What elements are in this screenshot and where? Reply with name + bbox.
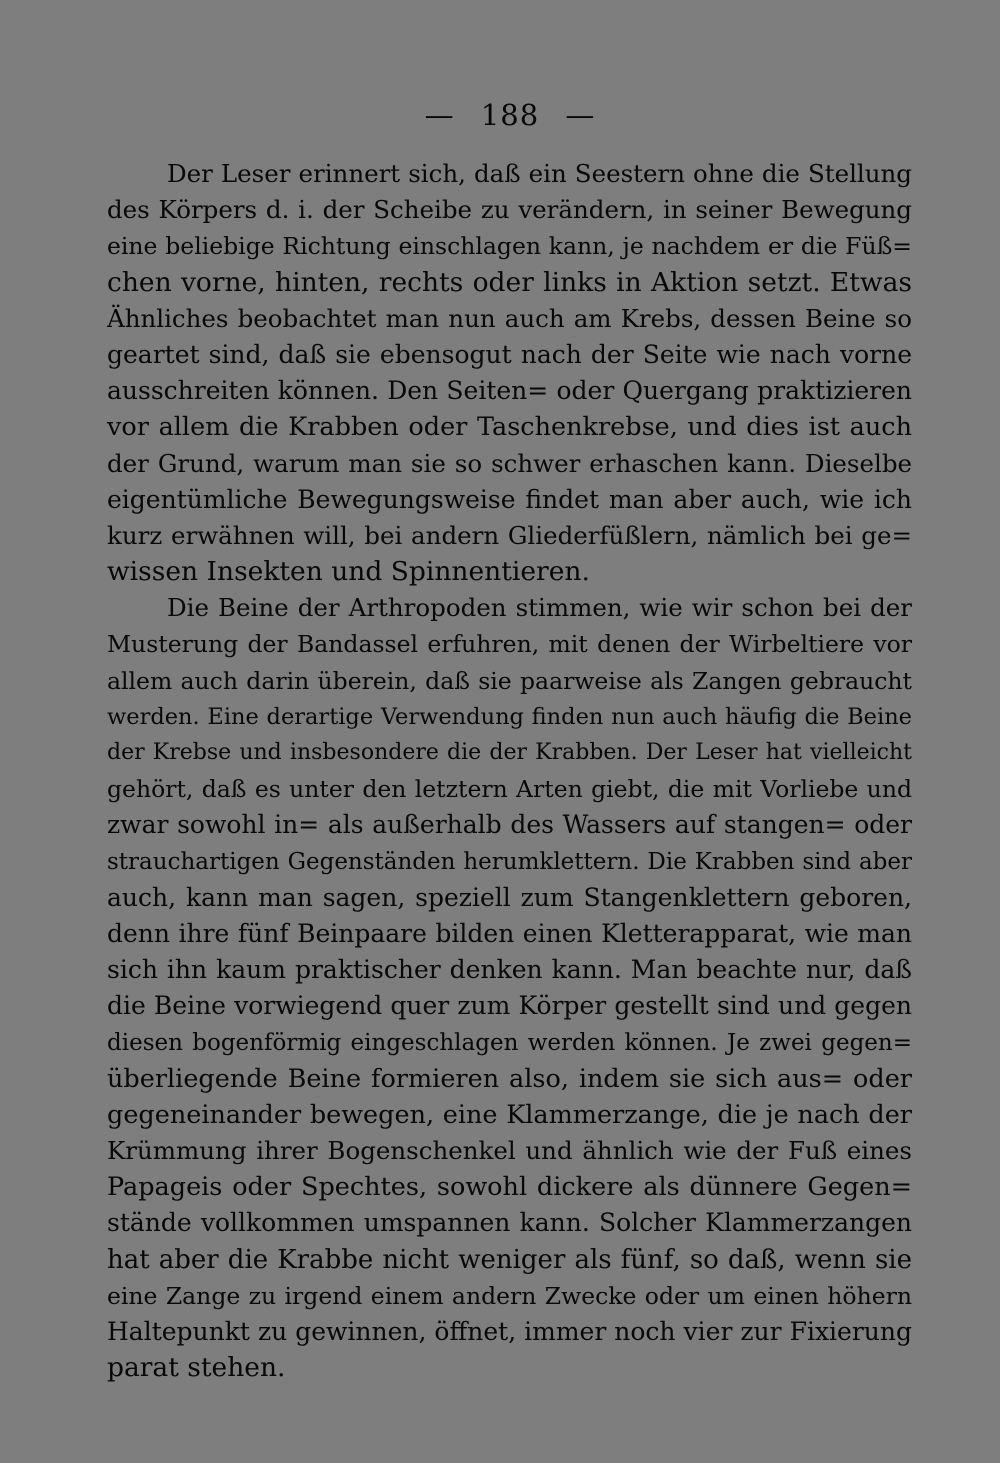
text-line: vor allem die Krabben oder Taschenkrebse, und dies ist auch — [107, 412, 912, 443]
text-line: Krümmung ihrer Bogenschenkel und ähnlich wie der Fuß eines — [107, 1136, 912, 1166]
text-line: strauchartigen Gegenständen herumklettern. Die Krabben sind aber — [107, 848, 912, 875]
text-line: Die Beine der Arthropoden stimmen, wie wir schon bei der — [167, 593, 912, 623]
text-line: gegeneinander bewegen, eine Klammerzange, die je nach der — [107, 1099, 912, 1130]
text-line: werden. Eine derartige Verwendung finden nun auch häufig die Beine — [107, 703, 912, 730]
text-line: der Grund, warum man sie so schwer erhaschen kann. Dieselbe — [107, 448, 912, 478]
text-line: zwar sowohl in= als außerhalb des Wassers auf stangen= oder — [107, 810, 912, 840]
text-line: eine beliebige Richtung einschlagen kann, je nachdem er die Füß= — [107, 232, 912, 261]
text-line: Haltepunkt zu gewinnen, öffnet, immer noch vier zur Fixierung — [107, 1317, 912, 1346]
page-number-dash-left: — — [424, 98, 455, 132]
text-line: diesen bogenförmig eingeschlagen werden können. Je zwei gegen= — [107, 1029, 912, 1056]
text-line: des Körpers d. i. der Scheibe zu verändern, in seiner Bewegung — [107, 195, 912, 225]
text-line: hat aber die Krabbe nicht weniger als fünf, so daß, wenn sie — [107, 1244, 912, 1275]
page-number-dash-right: — — [565, 98, 596, 132]
text-line: Musterung der Bandassel erfuhren, mit denen der Wirbeltiere vor — [107, 630, 912, 659]
text-line: wissen Insekten und Spinnentieren. — [107, 556, 590, 588]
text-line: Ähnliches beobachtet man nun auch am Krebs, dessen Beine so — [107, 303, 912, 333]
text-line: chen vorne, hinten, rechts oder links in Aktion setzt. Etwas — [107, 266, 912, 298]
text-line: allem auch darin überein, daß sie paarweise als Zangen gebraucht — [107, 666, 912, 695]
text-line: kurz erwähnen will, bei andern Gliederfüßlern, nämlich bei ge= — [107, 520, 912, 550]
text-line: der Krebse und insbesondere die der Krabben. Der Leser hat vielleicht — [107, 740, 912, 765]
text-line: Der Leser erinnert sich, daß ein Seestern ohne die Stellung — [167, 159, 912, 188]
text-line: geartet sind, daß sie ebensogut nach der Seite wie nach vorne — [107, 339, 912, 369]
page-header — [0, 98, 1000, 132]
paragraph-2 — [107, 590, 912, 1386]
text-line: ausschreiten können. Den Seiten= oder Quergang praktizieren — [107, 376, 912, 406]
text-line: denn ihre fünf Beinpaare bilden einen Kletterapparat, wie man — [107, 918, 912, 948]
page-number: 188 — [480, 98, 540, 132]
text-line: stände vollkommen umspannen kann. Solcher Klammerzangen — [107, 1208, 912, 1238]
body-text — [107, 156, 912, 1386]
paragraph-1 — [107, 156, 912, 590]
text-line: die Beine vorwiegend quer zum Körper gestellt sind und gegen — [107, 991, 912, 1021]
text-line: überliegende Beine formieren also, indem sie sich aus= oder — [107, 1063, 912, 1094]
text-line: Papageis oder Spechtes, sowohl dickere als dünnere Gegen= — [107, 1172, 912, 1203]
text-line: parat stehen. — [107, 1352, 286, 1384]
text-line: gehört, daß es unter den letztern Arten giebt, die mit Vorliebe und — [107, 775, 912, 804]
text-line: auch, kann man sagen, speziell zum Stangenklettern geboren, — [107, 882, 912, 912]
text-line: eine Zange zu irgend einem andern Zwecke oder um einen höhern — [107, 1281, 912, 1310]
text-line: sich ihn kaum praktischer denken kann. Man beachte nur, daß — [107, 955, 912, 985]
text-line: eigentümliche Bewegungsweise findet man aber auch, wie ich — [107, 484, 912, 514]
